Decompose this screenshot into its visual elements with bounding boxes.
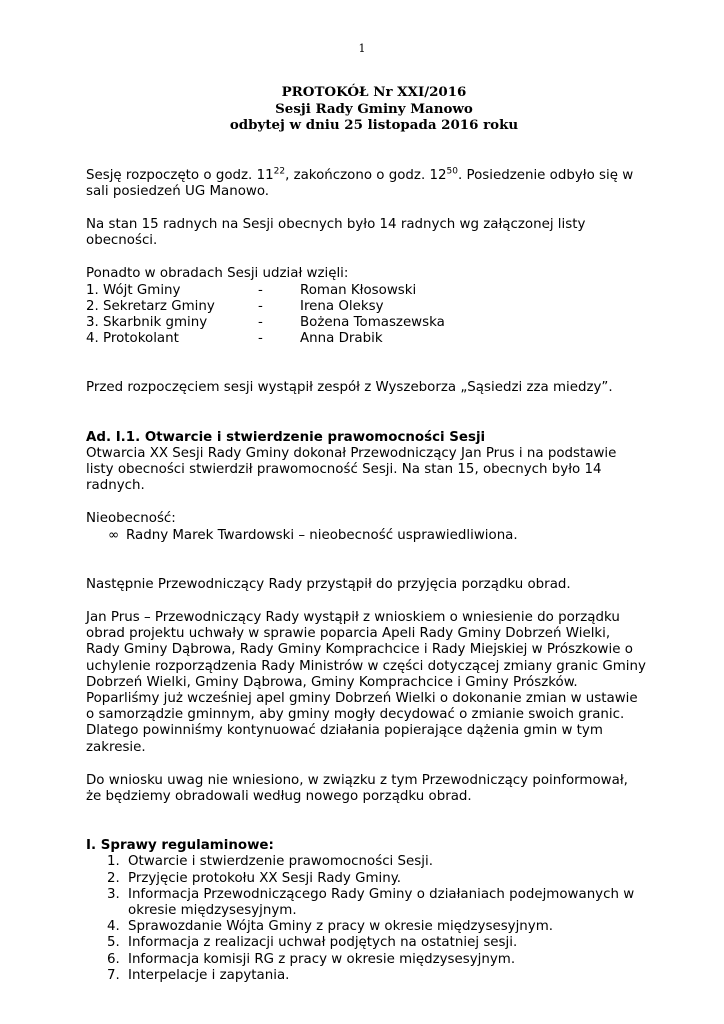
- attendance-paragraph: Na stan 15 radnych na Sesji obecnych było 14 radnych wg załączonej listy obecności.: [86, 216, 586, 249]
- guest-role: 3. Skarbnik gminy: [86, 314, 208, 330]
- session-time-paragraph: Sesję rozpoczęto o godz. $11^{22}$, zakończono o godz. $12^{50}$. Posiedzenie odbyło się w sali posiedzeń UG Manowo.: [86, 166, 634, 199]
- guests-intro: Ponadto w obradach Sesji udział wzięli:: [86, 266, 349, 282]
- document-header: [102, 84, 646, 134]
- guest-role: 4. Protokolant: [86, 331, 179, 347]
- guest-name: Irena Oleksy: [300, 298, 384, 314]
- page-number: 1: [358, 42, 366, 55]
- guest-row: [86, 299, 646, 315]
- agenda-heading: I. Sprawy regulaminowe:: [86, 838, 274, 854]
- guest-dash: -: [258, 282, 263, 298]
- document-body: [86, 84, 646, 984]
- agenda-item: 3. Informacja Przewodniczącego Rady Gminy o działaniach podejmowanych w okresie międzysesyjnym.: [124, 887, 646, 919]
- guest-row: [86, 331, 646, 347]
- header-title: PROTOKÓŁ Nr XXI/2016: [281, 84, 467, 100]
- motion-paragraph: Jan Prus – Przewodniczący Rady wystąpił z wnioskiem o wniesienie do porządku obrad projektu uchwały w sprawie poparcia Apeli Rady Gminy Dobrzeń Wielki, Rady Gminy Dąbrowa, Rady Gminy Komprachcice i Rady Miejskiej w Prószkowie o uchylenie rozporządzenia Rady Ministrów w części dotyczącej zmiany granic Gminy Dobrzeń Wielki, Gminy Dąbrowa, Gminy Komprachcice i Gminy Prószków. Poparliśmy już wcześniej apel gminy Dobrzeń Wielki o dokonanie zmian w ustawie o samorządzie gminnym, aby gminy mogły decydować o zmianie swoich granic. Dlatego powinniśmy kontynuować działania popierające dążenia gmin w tym zakresie.: [86, 609, 646, 755]
- absence-item: [108, 528, 646, 544]
- header-session: Sesji Rady Gminy Manowo: [275, 100, 473, 117]
- guest-dash: -: [258, 331, 263, 347]
- absence-label: Nieobecność:: [86, 511, 176, 527]
- guest-role: 1. Wójt Gminy: [86, 282, 181, 298]
- guest-row: [86, 283, 646, 299]
- guest-row: [86, 315, 646, 331]
- section-heading: Ad. I.1. Otwarcie i stwierdzenie prawomocności Sesji: [86, 429, 486, 445]
- guest-dash: -: [258, 314, 263, 330]
- agenda-item: 5. Informacja z realizacji uchwał podjętych na ostatniej sesji.: [124, 935, 646, 951]
- agenda-item: 2. Przyjęcie protokołu XX Sesji Rady Gminy.: [124, 871, 646, 887]
- guest-name: Bożena Tomaszewska: [300, 314, 445, 330]
- agenda-item: 1. Otwarcie i stwierdzenie prawomocności Sesji.: [124, 854, 646, 870]
- guest-dash: -: [258, 298, 263, 314]
- guest-name: Roman Kłosowski: [300, 282, 417, 298]
- agenda-item: 4. Sprawozdanie Wójta Gminy z pracy w okresie międzysesyjnym.: [124, 919, 646, 935]
- header-date: odbytej w dniu 25 listopada 2016 roku: [229, 117, 519, 133]
- agenda-list: [86, 854, 646, 984]
- section-text: Otwarcia XX Sesji Rady Gminy dokonał Przewodniczący Jan Prus i na podstawie listy obecności stwierdził prawomocność Sesji. Na stan 15, obecnych było 14 radnych.: [86, 445, 617, 494]
- agenda-item: 7. Interpelacje i zapytania.: [124, 968, 646, 984]
- performance-paragraph: Przed rozpoczęciem sesji wystąpił zespół z Wyszeborza „Sąsiedzi zza miedzy”.: [86, 380, 613, 396]
- guest-role: 2. Sekretarz Gminy: [86, 298, 215, 314]
- result-paragraph: Do wniosku uwag nie wniesiono, w związku z tym Przewodniczący poinformował, że będziemy obradowali według nowego porządku obrad.: [86, 772, 628, 804]
- absence-text: Radny Marek Twardowski – nieobecność usprawiedliwiona.: [126, 527, 518, 543]
- infinity-bullet-icon: ∞: [108, 527, 120, 543]
- next-step-paragraph: Następnie Przewodniczący Rady przystąpił do przyjęcia porządku obrad.: [86, 576, 571, 592]
- agenda-item: 6. Informacja komisji RG z pracy w okresie międzysesyjnym.: [124, 952, 646, 968]
- guests-list: [86, 283, 646, 348]
- guest-name: Anna Drabik: [300, 331, 383, 347]
